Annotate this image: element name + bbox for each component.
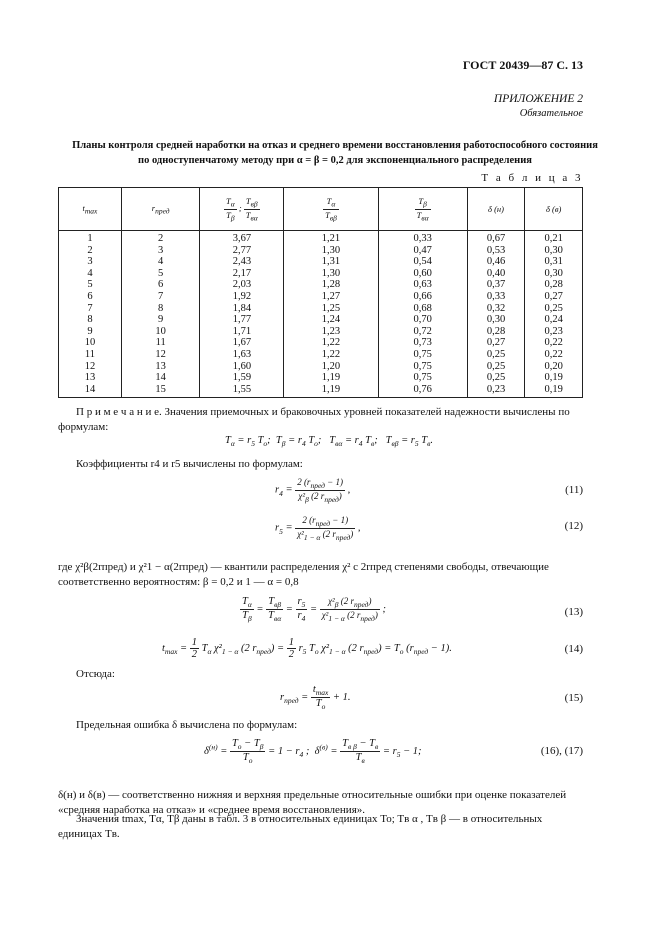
- table-cell: 0,66: [378, 291, 467, 303]
- table-cell: 13: [59, 372, 122, 384]
- table-cell: 0,22: [525, 337, 583, 349]
- table-cell: 7: [59, 303, 122, 315]
- table-cell: 0,31: [525, 256, 583, 268]
- table-cell: 0,22: [525, 349, 583, 361]
- table-cell: 0,19: [525, 372, 583, 384]
- table-cell: 1,92: [200, 291, 284, 303]
- note-paragraph: П р и м е ч а н и е. Значения приемочных и браковочных уровней показателей надежности вычислены по формулам:: [58, 406, 570, 433]
- table-cell: 0,25: [467, 361, 525, 373]
- table-cell: 1,22: [284, 337, 378, 349]
- table-cell: 2,77: [200, 245, 284, 257]
- table-row: [59, 231, 583, 245]
- table-cell: 0,19: [525, 384, 583, 398]
- table-cell: 0,46: [467, 256, 525, 268]
- table-row: [59, 268, 583, 280]
- otsyuda-label: Отсюда:: [76, 668, 115, 680]
- deltas-paragraph: δ(н) и δ(в) — соответственно нижняя и верхняя предельные относительные ошибки при оценке показателей «средняя наработка на отказ» и «среднее время восстановления».: [58, 789, 567, 816]
- table-cell: 0,75: [378, 372, 467, 384]
- table-cell: 9: [59, 326, 122, 338]
- table-cell: 4: [121, 256, 200, 268]
- table-cell: 2: [59, 245, 122, 257]
- formula-delta: $\delta^{(н)}$ = $\frac{T_o - T_\beta}{T_o}$ = $1 - r_4$ ; $\delta^{(в)}$ = $\frac{T_{в \beta} - T_в}{T_в}$ = $r_5 - 1$;: [204, 738, 422, 766]
- table-row: [59, 326, 583, 338]
- table-cell: 0,23: [467, 384, 525, 398]
- pred-err-paragraph: Предельная ошибка δ вычислена по формулам:: [76, 719, 298, 731]
- eq-number-11: (11): [565, 484, 583, 496]
- title-line-2: по одноступенчатому методу при α = β = 0,2 для экспоненциального распределения: [138, 155, 532, 166]
- table-cell: 2,43: [200, 256, 284, 268]
- table-cell: 1,77: [200, 314, 284, 326]
- col-header-delta-n: δ (н): [467, 188, 525, 231]
- table-cell: 0,68: [378, 303, 467, 315]
- table-cell: 0,32: [467, 303, 525, 315]
- table-cell: 1,30: [284, 245, 378, 257]
- table-cell: 0,73: [378, 337, 467, 349]
- table-header-row: [59, 188, 583, 231]
- table-cell: 1,24: [284, 314, 378, 326]
- table-cell: 1,67: [200, 337, 284, 349]
- table-cell: 1: [59, 231, 122, 245]
- formula-rpred: $r_{пред}$ = $\frac{t_{max}}{T_o}$ + 1.: [280, 684, 351, 712]
- table-cell: 0,27: [525, 291, 583, 303]
- formula-r4: $r_4$ = $\frac{2 (r_{пред} - 1)}{\chi^2_\beta (2 r_{пред})}$ ,: [275, 477, 351, 504]
- table-body: [59, 231, 583, 398]
- col-header-tb-tva: $\frac{T_\beta}{T_{в\alpha}}$: [378, 188, 467, 231]
- appendix-label: ПРИЛОЖЕНИЕ 2: [493, 93, 583, 105]
- table-cell: 0,67: [467, 231, 525, 245]
- table-cell: 11: [59, 349, 122, 361]
- table-cell: 3,67: [200, 231, 284, 245]
- formula-r5: $r_5$ = $\frac{2 (r_{пред} - 1)}{\chi^2_{1 - \alpha} (2 r_{пред})}$ ,: [275, 515, 361, 542]
- table-cell: 10: [59, 337, 122, 349]
- table-cell: 1,84: [200, 303, 284, 315]
- table-cell: 0,72: [378, 326, 467, 338]
- page-header: ГОСТ 20439—87 С. 13: [462, 58, 583, 72]
- table-cell: 0,76: [378, 384, 467, 398]
- table-cell: 0,25: [467, 372, 525, 384]
- table-cell: 0,30: [467, 314, 525, 326]
- table-cell: 12: [121, 349, 200, 361]
- table-cell: 0,70: [378, 314, 467, 326]
- table-cell: 0,24: [525, 314, 583, 326]
- table-cell: 13: [121, 361, 200, 373]
- table-cell: 1,19: [284, 384, 378, 398]
- table-cell: 11: [121, 337, 200, 349]
- table-cell: 0,40: [467, 268, 525, 280]
- col-header-tmax: $t_{max}$: [59, 188, 122, 231]
- data-table: [58, 187, 583, 398]
- table-cell: 5: [121, 268, 200, 280]
- table-cell: 0,28: [467, 326, 525, 338]
- table-cell: 0,28: [525, 279, 583, 291]
- table-cell: 1,21: [284, 231, 378, 245]
- eq-number-15: (15): [564, 692, 583, 704]
- table-cell: 0,63: [378, 279, 467, 291]
- table-cell: 0,25: [525, 303, 583, 315]
- table-cell: 0,33: [378, 231, 467, 245]
- col-header-delta-v: δ (в): [525, 188, 583, 231]
- table-cell: 5: [59, 279, 122, 291]
- table-cell: 4: [59, 268, 122, 280]
- col-header-ta-tvb: $\frac{T_\alpha}{T_{в\beta}}$: [284, 188, 378, 231]
- table-cell: 12: [59, 361, 122, 373]
- table-cell: 14: [59, 384, 122, 398]
- table-cell: 0,37: [467, 279, 525, 291]
- eq-number-13: (13): [564, 606, 583, 618]
- table-cell: 10: [121, 326, 200, 338]
- table-cell: 0,33: [467, 291, 525, 303]
- table-cell: 1,59: [200, 372, 284, 384]
- formula-levels: $T_\alpha = r_5$ $T_o$; $T_\beta = r_4$ $T_o$; $T_{в\alpha} = r_4$ $T_в$; $T_{в\beta} = r_5$ $T_в$.: [225, 435, 433, 449]
- table-cell: 0,27: [467, 337, 525, 349]
- table-row: [59, 256, 583, 268]
- table-cell: 0,75: [378, 361, 467, 373]
- table-cell: 3: [121, 245, 200, 257]
- table-cell: 0,20: [525, 361, 583, 373]
- eq-number-12: (12): [564, 520, 583, 532]
- table-cell: 3: [59, 256, 122, 268]
- table-cell: 15: [121, 384, 200, 398]
- table-row: [59, 291, 583, 303]
- table-cell: 2,03: [200, 279, 284, 291]
- table-cell: 1,23: [284, 326, 378, 338]
- table-row: [59, 314, 583, 326]
- table-row: [59, 361, 583, 373]
- table-cell: 9: [121, 314, 200, 326]
- table-row: [59, 372, 583, 384]
- table-cell: 1,19: [284, 372, 378, 384]
- table-cell: 1,31: [284, 256, 378, 268]
- table-cell: 1,60: [200, 361, 284, 373]
- table-cell: 0,60: [378, 268, 467, 280]
- table-cell: 1,55: [200, 384, 284, 398]
- table-cell: 0,30: [525, 245, 583, 257]
- formula-tmax: $t_{max}$ = $\frac{1}{2}$ $T_\alpha$ $\chi^2_{1 - \alpha}$ (2 $r_{пред}$) = $\frac{1}{2}$ $r_5$ $T_o$ $\chi^2_{1 - \alpha}$ (2 $r_{пред}) = T_o$ $(r_{пред} - 1)$.: [162, 637, 452, 660]
- table-row: [59, 303, 583, 315]
- document-title: [40, 138, 630, 168]
- table-cell: 1,71: [200, 326, 284, 338]
- table-cell: 0,54: [378, 256, 467, 268]
- col-header-rpred: $r_{пред}$: [121, 188, 200, 231]
- table-row: [59, 349, 583, 361]
- table-cell: 0,53: [467, 245, 525, 257]
- table-cell: 14: [121, 372, 200, 384]
- title-line-1: Планы контроля средней наработки на отказ и среднего времени восстановления работоспособного состояния: [72, 140, 598, 151]
- table-cell: 1,20: [284, 361, 378, 373]
- table-cell: 1,28: [284, 279, 378, 291]
- table-row: [59, 337, 583, 349]
- table-cell: 0,23: [525, 326, 583, 338]
- table-cell: 6: [59, 291, 122, 303]
- table-cell: 0,25: [467, 349, 525, 361]
- appendix-status: Обязательное: [519, 108, 583, 119]
- formula-ratio: $\frac{T_\alpha}{T_\beta}$ = $\frac{T_{в\beta}}{T_{в\alpha}}$ = $\frac{r_5}{r_4}$ = $\frac{\chi^2_\beta (2 r_{пред})}{\chi^2_{1 - \alpha} (2 r_{пред})}$ ;: [242, 596, 386, 624]
- table-label: Т а б л и ц а 3: [481, 172, 583, 184]
- quantile-paragraph: где χ²β(2rпред) и χ²1 − α(2rпред) — квантили распределения χ² с 2rпред степенями свободы, отвечающие соответственно вероятностям: β = 0,2 и 1 — α = 0,8: [58, 561, 549, 588]
- table-cell: 0,47: [378, 245, 467, 257]
- table-cell: 2,17: [200, 268, 284, 280]
- eq-number-16-17: (16), (17): [540, 745, 583, 757]
- table-cell: 6: [121, 279, 200, 291]
- table-row: [59, 384, 583, 398]
- values-paragraph: Значения tmax, Tα, Tβ даны в табл. 3 в относительных единицах To; Tв α , Tв β — в относительных единицах Tв.: [58, 813, 543, 840]
- table-cell: 2: [121, 231, 200, 245]
- table-cell: 1,63: [200, 349, 284, 361]
- table-cell: 0,21: [525, 231, 583, 245]
- table-cell: 1,30: [284, 268, 378, 280]
- table-row: [59, 279, 583, 291]
- table-cell: 7: [121, 291, 200, 303]
- table-cell: 1,27: [284, 291, 378, 303]
- table-cell: 1,22: [284, 349, 378, 361]
- coef-paragraph: Коэффициенты r4 и r5 вычислены по формулам:: [76, 458, 303, 470]
- table-cell: 1,25: [284, 303, 378, 315]
- table-row: [59, 245, 583, 257]
- table-cell: 8: [59, 314, 122, 326]
- table-cell: 8: [121, 303, 200, 315]
- table-cell: 0,30: [525, 268, 583, 280]
- table-cell: 0,75: [378, 349, 467, 361]
- col-header-ta-tb: $\frac{T_\alpha}{T_\beta}$ ; $\frac{T_{в\beta}}{T_{в\alpha}}$: [200, 188, 284, 231]
- eq-number-14: (14): [564, 643, 583, 655]
